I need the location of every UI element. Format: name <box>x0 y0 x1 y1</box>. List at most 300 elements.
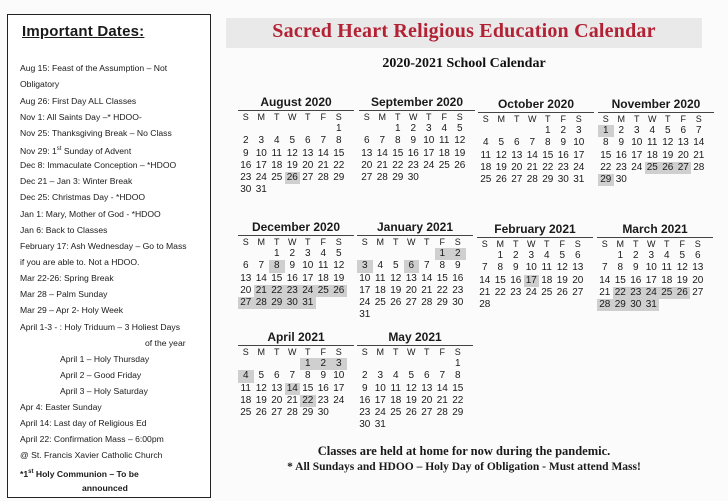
calendar-day: 9 <box>632 262 639 274</box>
calendar-day: 20 <box>361 159 373 171</box>
empty-day <box>404 358 420 370</box>
calendar-day: 19 <box>495 161 507 173</box>
empty-day <box>357 358 373 370</box>
highlighted-day: 22 <box>300 395 316 407</box>
highlighted-day: 27 <box>676 162 692 174</box>
calendar-day: 16 <box>407 147 419 159</box>
calendar-day: 7 <box>289 370 296 382</box>
calendar-day: 18 <box>646 149 658 161</box>
calendar-day: 17 <box>359 284 371 296</box>
calendar-day: 9 <box>242 147 249 159</box>
calendar-day: 3 <box>425 123 432 134</box>
month-name: October 2020 <box>497 97 575 111</box>
calendar-day: 21 <box>421 284 433 296</box>
calendar-day: 22 <box>494 286 506 298</box>
weekday-label: W <box>527 239 536 249</box>
calendar-day: 11 <box>439 135 450 147</box>
calendar-day: 27 <box>572 286 584 298</box>
weekday-label: T <box>393 237 399 247</box>
calendar-day: 2 <box>632 250 639 261</box>
weekday-label: S <box>335 347 342 357</box>
calendar-day: 22 <box>392 159 404 171</box>
empty-day <box>597 250 613 262</box>
calendar-day: 21 <box>526 161 538 173</box>
calendar-day: 27 <box>302 172 314 184</box>
calendar-day: 15 <box>494 274 506 286</box>
calendar-day: 31 <box>573 174 585 186</box>
calendar-day: 11 <box>647 137 658 149</box>
month-calendar <box>477 222 593 311</box>
day-grid <box>597 239 713 311</box>
calendar-day: 3 <box>648 250 655 261</box>
calendar-day: 13 <box>361 147 373 159</box>
calendar-day: 20 <box>302 159 314 171</box>
important-date-line: Mar 29 – Apr 2- Holy Week <box>20 305 124 315</box>
calendar-day: 28 <box>479 299 491 311</box>
calendar-day: 8 <box>454 370 461 382</box>
calendar-day: 18 <box>240 394 252 406</box>
month-divider <box>597 237 713 238</box>
calendar-day: 16 <box>452 272 464 284</box>
month-calendar <box>238 95 354 197</box>
calendar-day: 20 <box>421 394 433 406</box>
weekday-label: F <box>439 237 445 247</box>
calendar-day: 8 <box>394 135 401 147</box>
day-grid <box>238 347 354 419</box>
weekday-label: S <box>242 112 249 122</box>
calendar-day: 17 <box>573 149 585 161</box>
day-grid <box>238 112 354 197</box>
empty-day <box>238 248 254 260</box>
calendar-day: 15 <box>452 382 464 394</box>
empty-day <box>285 123 301 135</box>
month-divider <box>357 235 473 236</box>
weekday-label: W <box>407 347 416 357</box>
weekday-label: W <box>288 112 297 122</box>
empty-day <box>269 123 285 135</box>
calendar-day: 28 <box>526 174 538 186</box>
calendar-day: 12 <box>333 260 345 272</box>
calendar-day: 9 <box>361 382 368 394</box>
calendar-day: 19 <box>333 272 345 284</box>
calendar-day: 20 <box>240 284 252 296</box>
weekday-label: W <box>407 237 416 247</box>
calendar-day: 24 <box>333 394 345 406</box>
calendar-day: 23 <box>452 284 464 296</box>
calendar-day: 1 <box>335 123 342 134</box>
calendar-day: 18 <box>317 272 329 284</box>
calendar-day: 16 <box>510 274 522 286</box>
weekday-label: M <box>257 237 265 247</box>
calendar-day: 5 <box>258 370 265 382</box>
weekday-label: M <box>378 112 386 122</box>
weekday-label: M <box>617 114 625 124</box>
highlighted-day: 31 <box>644 299 660 311</box>
highlighted-day: 21 <box>254 285 270 297</box>
calendar-day: 12 <box>662 137 674 149</box>
calendar-day: 20 <box>692 274 704 286</box>
empty-day <box>238 358 254 370</box>
calendar-day: 30 <box>359 419 371 431</box>
obligation-note: * All Sundays and HDOO – Holy Day of Obligation - Must attend Mass! <box>287 461 641 473</box>
calendar-day: 5 <box>335 248 342 259</box>
calendar-day: 14 <box>599 274 611 286</box>
important-date-line: Nov 1: All Saints Day –* HDOO- <box>20 112 142 122</box>
calendar-day: 1 <box>497 250 504 261</box>
important-date-line: April 1 – Holy Thursday <box>60 354 150 364</box>
important-date-line: February 17: Ash Wednesday – Go to Mass <box>20 241 187 251</box>
calendar-day: 19 <box>454 147 466 159</box>
calendar-day: 16 <box>359 394 371 406</box>
highlighted-day: 22 <box>269 285 285 297</box>
weekday-label: W <box>288 347 297 357</box>
calendar-day: 24 <box>525 286 537 298</box>
calendar-day: 19 <box>255 394 267 406</box>
calendar-day: 14 <box>479 274 491 286</box>
calendar-day: 5 <box>408 370 415 382</box>
weekday-label: S <box>335 237 342 247</box>
highlighted-day: 26 <box>331 285 347 297</box>
weekday-label: M <box>497 114 505 124</box>
weekday-label: S <box>335 112 342 122</box>
calendar-day: 6 <box>680 125 687 136</box>
highlighted-day: 29 <box>598 174 614 186</box>
weekday-label: T <box>544 239 550 249</box>
month-name: August 2020 <box>260 95 332 109</box>
calendar-day: 1 <box>617 250 624 261</box>
weekday-label: W <box>647 239 656 249</box>
weekday-label: W <box>409 112 418 122</box>
calendar-day: 7 <box>379 135 386 147</box>
highlighted-day: 26 <box>660 162 676 174</box>
calendar-day: 7 <box>529 137 536 149</box>
calendar-day: 12 <box>676 262 688 274</box>
calendar-day: 11 <box>390 382 401 394</box>
calendar-day: 18 <box>271 159 283 171</box>
weekday-label: S <box>482 114 489 124</box>
calendar-day: 6 <box>513 137 520 149</box>
month-calendar <box>357 330 473 432</box>
calendar-day: 15 <box>333 147 345 159</box>
calendar-day: 29 <box>302 407 314 419</box>
month-divider <box>238 110 354 111</box>
empty-day <box>388 358 404 370</box>
calendar-day: 11 <box>375 272 386 284</box>
weekday-label: T <box>664 239 670 249</box>
calendar-day: 13 <box>302 147 314 159</box>
highlighted-day: 3 <box>357 260 373 272</box>
calendar-day: 20 <box>271 394 283 406</box>
empty-day <box>254 123 270 135</box>
calendar-day: 2 <box>618 125 625 136</box>
weekday-label: W <box>528 114 537 124</box>
calendar-day: 31 <box>359 309 371 321</box>
month-name: November 2020 <box>611 97 701 111</box>
weekday-label: W <box>648 114 657 124</box>
calendar-day: 26 <box>255 407 267 419</box>
calendar-day: 30 <box>615 174 627 186</box>
calendar-day: 2 <box>361 370 368 382</box>
calendar-day: 11 <box>661 262 672 274</box>
weekday-label: F <box>320 237 326 247</box>
highlighted-day: 1 <box>300 358 316 370</box>
weekday-label: S <box>456 112 463 122</box>
calendar-day: 7 <box>258 260 265 272</box>
calendar-day: 26 <box>556 286 568 298</box>
day-grid <box>477 239 593 311</box>
calendar-day: 6 <box>304 135 311 147</box>
calendar-day: 5 <box>498 137 505 149</box>
calendar-day: 31 <box>374 419 386 431</box>
highlighted-day: 6 <box>404 260 420 272</box>
calendar-day: 13 <box>240 272 252 284</box>
calendar-day: 12 <box>454 135 466 147</box>
empty-day <box>388 248 404 260</box>
calendar-day: 4 <box>273 135 280 147</box>
empty-day <box>509 125 525 137</box>
calendar-day: 10 <box>423 135 435 147</box>
calendar-day: 3 <box>258 135 265 147</box>
calendar-day: 27 <box>405 297 417 309</box>
calendar-day: 22 <box>600 161 612 173</box>
calendar-day: 2 <box>512 250 519 261</box>
calendar-day: 6 <box>574 250 581 261</box>
important-date-line: of the year <box>145 338 186 348</box>
calendar-day: 17 <box>255 159 267 171</box>
highlighted-day: 23 <box>628 287 644 299</box>
weekday-label: S <box>454 237 461 247</box>
weekday-label: S <box>361 347 368 357</box>
empty-day <box>359 123 375 135</box>
weekday-label: S <box>574 239 581 249</box>
calendar-day: 7 <box>320 135 327 147</box>
calendar-day: 17 <box>645 274 657 286</box>
calendar-day: 9 <box>512 262 519 274</box>
highlighted-day: 8 <box>269 260 285 272</box>
weekday-label: T <box>305 347 311 357</box>
calendar-day: 14 <box>436 382 448 394</box>
highlighted-day: 29 <box>613 299 629 311</box>
calendar-day: 16 <box>286 272 298 284</box>
weekday-label: S <box>694 239 701 249</box>
empty-day <box>404 248 420 260</box>
highlighted-day: 1 <box>598 125 614 137</box>
calendar-day: 11 <box>480 149 491 161</box>
calendar-day: 21 <box>599 286 611 298</box>
calendar-day: 24 <box>423 159 435 171</box>
empty-day <box>478 125 494 137</box>
school-year-subtitle: 2020-2021 School Calendar <box>382 56 546 71</box>
weekday-label: T <box>395 112 401 122</box>
weekday-label: W <box>288 237 297 247</box>
calendar-day: 14 <box>693 137 705 149</box>
empty-day <box>477 250 493 262</box>
calendar-day: 27 <box>692 286 704 298</box>
month-divider <box>359 110 475 111</box>
weekday-label: M <box>376 347 384 357</box>
highlighted-day: 26 <box>675 287 691 299</box>
calendar-day: 1 <box>273 248 280 259</box>
calendar-day: 4 <box>392 370 399 382</box>
calendar-day: 28 <box>436 407 448 419</box>
day-grid <box>359 112 475 184</box>
important-date-line: Mar 28 – Palm Sunday <box>20 289 108 299</box>
calendar-day: 30 <box>240 184 252 196</box>
month-calendar <box>238 330 354 419</box>
calendar-day: 12 <box>405 382 417 394</box>
highlighted-day: 25 <box>659 287 675 299</box>
calendar-day: 19 <box>556 274 568 286</box>
empty-day <box>419 358 435 370</box>
calendar-day: 7 <box>601 262 608 274</box>
calendar-day: 9 <box>618 137 625 149</box>
highlighted-day: 25 <box>645 162 661 174</box>
weekday-label: T <box>545 114 551 124</box>
calendar-day: 29 <box>452 407 464 419</box>
page-title: Sacred Heart Religious Education Calendar <box>272 20 656 42</box>
important-date-line: April 2 – Good Friday <box>60 370 142 380</box>
weekday-label: F <box>680 114 686 124</box>
calendar-day: 18 <box>661 274 673 286</box>
month-name: April 2021 <box>267 330 325 344</box>
important-date-line: Dec 25: Christmas Day - *HDOO <box>20 192 146 202</box>
calendar-day: 8 <box>335 135 342 147</box>
calendar-day: 23 <box>615 161 627 173</box>
weekday-label: T <box>514 114 520 124</box>
calendar-day: 22 <box>333 159 345 171</box>
month-divider <box>478 112 594 113</box>
highlighted-day: 14 <box>285 383 301 395</box>
calendar-day: 13 <box>572 262 584 274</box>
calendar-day: 21 <box>436 394 448 406</box>
calendar-day: 11 <box>318 260 329 272</box>
calendar-day: 18 <box>541 274 553 286</box>
important-date-line: April 1-3 - : Holy Triduum – 3 Holiest Days <box>20 322 180 332</box>
highlighted-day: 28 <box>597 299 613 311</box>
calendar-day: 16 <box>557 149 569 161</box>
calendar-day: 23 <box>359 407 371 419</box>
month-calendar <box>238 220 354 309</box>
highlighted-day: 2 <box>316 358 332 370</box>
calendar-day: 5 <box>456 123 463 134</box>
month-name: December 2020 <box>251 220 341 234</box>
calendar-day: 14 <box>317 147 329 159</box>
calendar-day: 28 <box>317 172 329 184</box>
calendar-day: 24 <box>255 172 267 184</box>
calendar-day: 12 <box>286 147 298 159</box>
calendar-day: 15 <box>600 149 612 161</box>
calendar-day: 4 <box>663 250 670 261</box>
month-divider <box>357 345 473 346</box>
calendar-day: 8 <box>602 137 609 149</box>
weekday-label: F <box>439 347 445 357</box>
calendar-day: 29 <box>436 297 448 309</box>
calendar-day: 6 <box>423 370 430 382</box>
calendar-day: 25 <box>271 172 283 184</box>
important-date-line: if you are able to. Not a HDOO. <box>20 257 140 267</box>
calendar-day: 13 <box>511 149 523 161</box>
calendar-day: 2 <box>410 123 417 134</box>
calendar-day: 16 <box>317 382 329 394</box>
important-date-line: Mar 22-26: Spring Break <box>20 273 114 283</box>
calendar-day: 10 <box>359 272 371 284</box>
weekday-label: T <box>305 237 311 247</box>
month-divider <box>477 237 593 238</box>
weekday-label: S <box>695 114 702 124</box>
calendar-day: 31 <box>255 184 267 196</box>
month-name: September 2020 <box>370 95 464 109</box>
calendar-day: 20 <box>677 149 689 161</box>
weekday-label: M <box>257 347 265 357</box>
calendar-day: 30 <box>452 297 464 309</box>
highlighted-day: 17 <box>524 275 540 287</box>
calendar-day: 17 <box>333 382 345 394</box>
calendar-day: 3 <box>528 250 535 261</box>
weekday-label: F <box>320 347 326 357</box>
month-calendar <box>357 220 473 322</box>
calendar-day: 12 <box>255 382 267 394</box>
calendar-day: 18 <box>438 147 450 159</box>
month-name: March 2021 <box>622 222 688 236</box>
calendar-day: 18 <box>390 394 402 406</box>
calendar-day: 23 <box>557 161 569 173</box>
calendar-day: 10 <box>374 382 386 394</box>
calendar-day: 21 <box>376 159 388 171</box>
calendar-day: 14 <box>421 272 433 284</box>
weekday-label: T <box>513 239 519 249</box>
important-date-line: April 3 – Holy Saturday <box>60 386 148 396</box>
calendar-day: 18 <box>480 161 492 173</box>
important-date-line: Jan 6: Back to Classes <box>20 225 108 235</box>
empty-day <box>373 248 389 260</box>
highlighted-day: 25 <box>316 285 332 297</box>
month-calendar <box>359 95 475 184</box>
calendar-day: 26 <box>495 174 507 186</box>
calendar-day: 17 <box>423 147 435 159</box>
calendar-day: 16 <box>630 274 642 286</box>
empty-day <box>238 123 254 135</box>
weekday-label: S <box>575 114 582 124</box>
calendar-day: 27 <box>421 407 433 419</box>
calendar-day: 14 <box>255 272 267 284</box>
important-date-line: Aug 15: Feast of the Assumption – Not <box>20 63 168 73</box>
weekday-label: F <box>441 112 447 122</box>
highlighted-day: 22 <box>613 287 629 299</box>
empty-day <box>494 125 510 137</box>
calendar-day: 21 <box>286 394 298 406</box>
highlighted-day: 23 <box>285 285 301 297</box>
calendar-day: 2 <box>242 135 249 147</box>
calendar-day: 4 <box>482 137 489 149</box>
calendar-day: 8 <box>617 262 624 274</box>
weekday-label: S <box>242 237 249 247</box>
weekday-label: M <box>616 239 624 249</box>
calendar-day: 27 <box>511 174 523 186</box>
weekday-label: M <box>376 237 384 247</box>
calendar-day: 20 <box>511 161 523 173</box>
calendar-day: 26 <box>405 407 417 419</box>
weekday-label: T <box>424 237 430 247</box>
calendar-day: 30 <box>317 407 329 419</box>
calendar-day: 13 <box>692 262 704 274</box>
calendar-day: 5 <box>392 260 399 272</box>
weekday-label: T <box>665 114 671 124</box>
calendar-day: 28 <box>421 297 433 309</box>
calendar-day: 1 <box>544 125 551 136</box>
calendar-day: 21 <box>317 159 329 171</box>
important-date-line: Aug 26: First Day ALL Classes <box>20 96 137 106</box>
weekday-label: S <box>602 114 609 124</box>
